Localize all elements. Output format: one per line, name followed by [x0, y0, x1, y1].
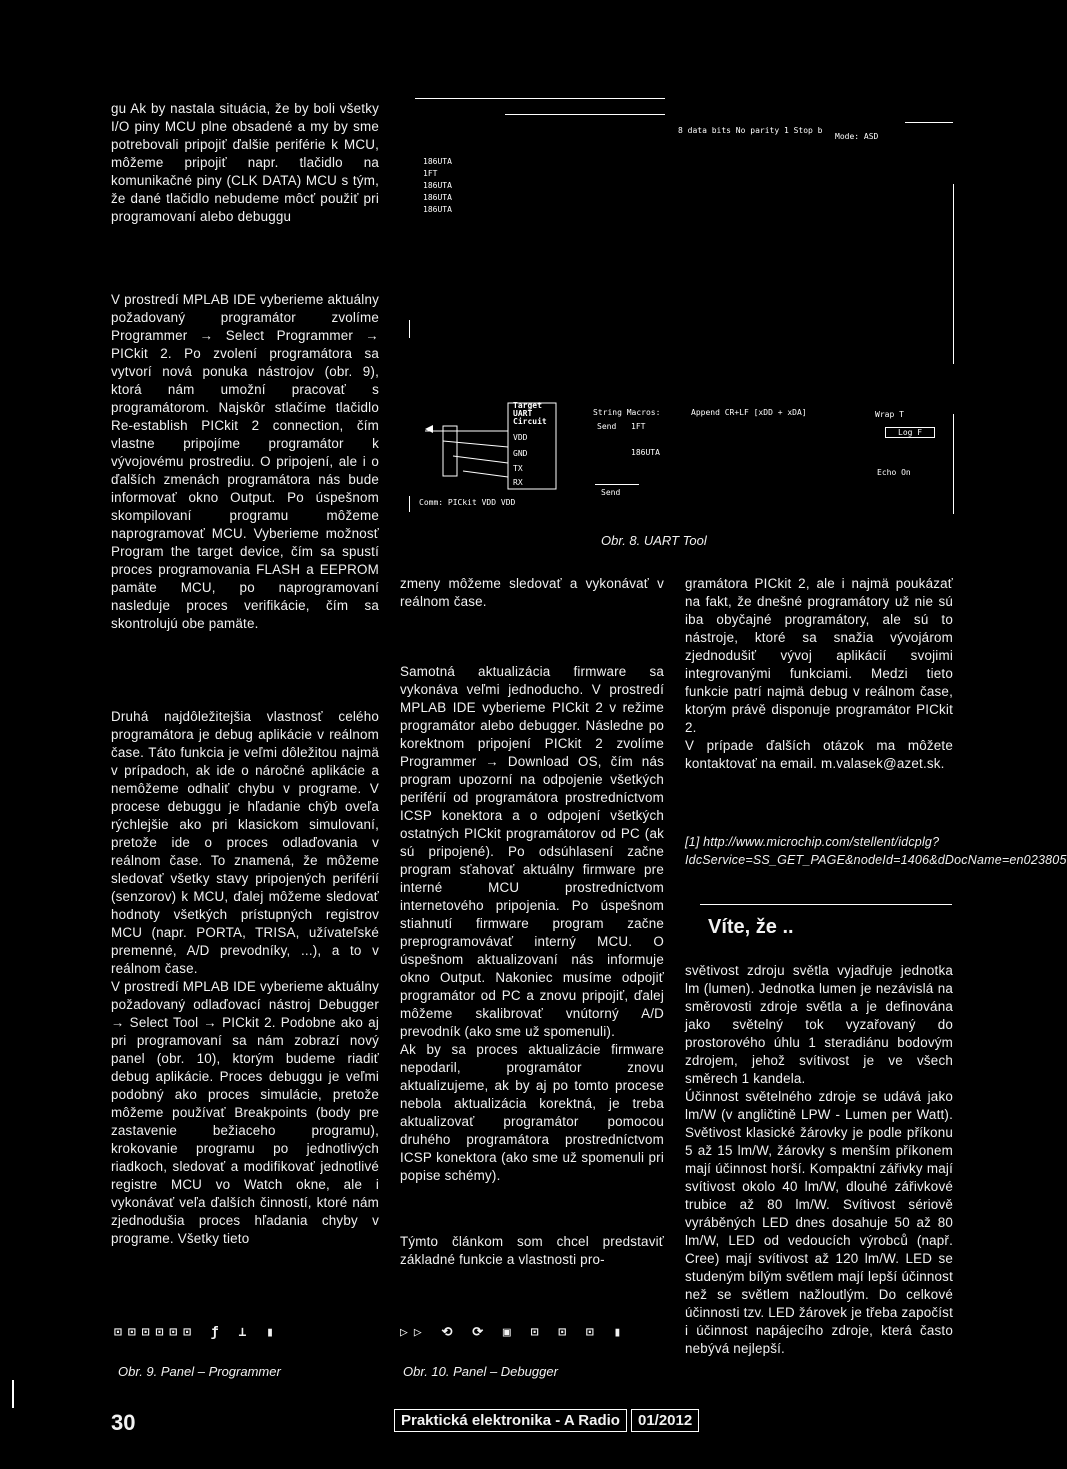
- col2-p2: Samotná aktualizácia firmware sa vykonáva veľmi jednoducho. V prostredí MPLAB IDE vyberieme PICkit 2 v režime programátor alebo debugger. Následne po korektnom pripojení PICkit 2 zvolíme Programmer → Download OS, čím nás program upozorní na odpojenie všetkých periférií od programátora prostredníctvom ICSP konektora a o odpojení všetkých ostatných PICkit programátorov od PC (ak sú pripojené). Po odsúhlasení začne program sťahovať aktuálny firmware pre interné MCU prostredníctvom internetového pripojenia. Po úspešnom stiahnutí firmware program začne preprogramovávať interný MCU. O úspešnom aktualizovaní nás informuje okno Output. Nakoniec musíme odpojiť programátor od PC a znovu pripojiť, ďalej môžeme skalibrovať vnútorný A/D prevodník (ako sme už spomenuli).: [400, 664, 664, 1039]
- fig9-caption: Obr. 9. Panel – Programmer: [118, 1364, 281, 1379]
- rx-line: 186UTA: [423, 205, 452, 214]
- append-crlf-checkbox[interactable]: Append CR+LF [xDD + xDA]: [691, 408, 807, 417]
- uart-rx-lines: [423, 156, 452, 216]
- vite-p1: světivost zdroju světla vyjadřuje jednotka lm (lumen). Jednotka lumen je nezávislá na směrovosti zdroje světla a je definována jako světelný tok vyzařovaný do prostorového úhlu 1 steradiánu bodovým zdrojem, jehož svítivost je ve všech směrech 1 kandela.: [685, 963, 953, 1086]
- vite-ze-heading: Víte, že ..: [708, 916, 794, 938]
- comm-label: Comm: PICkit VDD VDD: [419, 498, 516, 507]
- col1-top-paragraph: [111, 100, 379, 226]
- col1-body: [111, 291, 379, 633]
- target-title: Target UART Circuit: [513, 401, 547, 426]
- uart-settings: 8 data bits No parity 1 Stop b: [678, 126, 823, 135]
- page-number: 30: [111, 1410, 136, 1435]
- issue-number: 01/2012: [631, 1409, 699, 1432]
- pin-vdd: VDD: [513, 433, 528, 442]
- col1-p-debug: Druhá najdôležitejšia vlastnosť celého programátora je debug aplikácie v reálnom čase. Táto funkcia je veľmi dôležitou najmä v prípadoch, ak ide o náročné aplikácie a nemôžeme odhaliť chybu v programe. V procese debuggu je hľadanie chýb oveľa rýchlejšie ako pri klasickom simulovaní, pretože ide o proces odlaďovania v reálnom čase. To znamená, že môžeme sledovať všetky stavy pripojených periférií (senzorov) k MCU, ďalej môžeme sledovať hodnoty všetkých prístupných registrov MCU (napr. PORTA, TRISA, užívateľské premenné, A/D prevodníky, ...), a to v reálnom čase.: [111, 709, 379, 976]
- magazine-title: Praktická elektronika - A Radio: [394, 1409, 627, 1432]
- send-button-1[interactable]: Send: [597, 422, 617, 431]
- col3-reference: [1] http://www.microchip.com/stellent/idcplg?IdcService=SS_GET_PAGE&nodeId=1406&dDocName=en023805: [685, 835, 1067, 867]
- footer-masthead: [394, 1409, 699, 1432]
- send-button-2[interactable]: Send: [601, 488, 621, 497]
- macro-field-2[interactable]: 186UTA: [631, 448, 660, 457]
- fig8-caption: Obr. 8. UART Tool: [601, 533, 707, 548]
- col2-body: [400, 575, 664, 1269]
- macro-field-1[interactable]: 1FT: [631, 422, 646, 431]
- rx-line: 186UTA: [423, 193, 452, 202]
- programmer-toolbar-panel: ⊡⊡⊡⊡⊡⊡ ƒ ⟂ ▮: [114, 1325, 280, 1340]
- fig10-caption: Obr. 10. Panel – Debugger: [403, 1364, 558, 1379]
- col2-p4: Týmto článkom som chcel predstaviť základné funkcie a vlastnosti pro-: [400, 1234, 664, 1267]
- col1-p-mplab1: V prostredí MPLAB IDE vyberieme aktuálny požadovaný programátor zvolíme Programmer → Select Programmer → PICkit 2. Po zvolení programátora sa vytvorí nová ponuka nástrojov (obr. 9), ktorá nám umožní pracovať s programátorom. Najskôr stlačíme tlačidlo Re-establish PICkit 2 connection, čím vlastne pripojíme programátor k vývojovému prostrediu. O pripojení, ale i o ďalších zmenách programátora nás bude informovať okno Output. Po úspešnom skompilovaní programu môžeme naprogramovať MCU. Vyberieme možnosť Program the target device, čím sa spustí proces programovania FLASH a EEPROM pamäte MCU, po naprogramovaní nasleduje proces verifikácie, čím sa skontrolujú obe pamäte.: [111, 292, 379, 631]
- vite-p2: Účinnost světelného zdroje se udává jako lm/W (v angličtině LPW - Lumen per Watt). Světivost klasické žárovky je podle příkonu 5 až 15 lm/W, žárovky s menším příkonem mají účinnost horší. Kompaktní zářivky mají svítivost okolo 40 lm/W, dlouhé zářivkové trubice až 80 lm/W. Svítivost sériově vyráběných LED dnes dosahuje 50 až 80 lm/W, LED od vedoucích výrobců (např. Cree) mají svítivost až 120 lm/W. LED se studeným bílým světlem mají lepší účinnost než se světlem nažloutlým. Do celkové účinnosti tzv. LED žárovek je třeba započíst i účinnost napájecího zdroje, která často nebývá nejlepší.: [685, 1089, 953, 1356]
- col1-p-mplab2: V prostredí MPLAB IDE vyberieme aktuálny požadovaný odlaďovací nástroj Debugger → Select Tool → PICkit 2. Podobne ako aj pri programovaní sa nám zobrazí nový panel (obr. 10), ktorým budeme riadiť debug aplikácie. Proces debuggu je veľmi podobný ako proces simulácie, pretože môžeme používať Breakpoints (body pre zastavenie bežiaceho programu), krokovanie programu po jednotlivých riadkoch, sledovať a modifikovať jednotlivé registre MCU vo Watch okne, ale i vykonávať veľa ďalších činností, ktoré nám zjednodušia proces hľadania chyby v programe. Všetky tieto: [111, 979, 379, 1246]
- pin-gnd: GND: [513, 449, 528, 458]
- col1-p-top: gu Ak by nastala situácia, že by boli všetky I/O piny MCU plne obsadené a my by sme potrebovali pripojiť ďalšie periférie k MCU, môžeme pripojiť napr. tlačidlo na komunikačné piny (CLK DATA) MCU s tým, že dané tlačidlo nebudeme môcť použiť pri programovaní alebo debuggu: [111, 101, 379, 224]
- rx-line: 186UTA: [423, 157, 452, 166]
- col2-p1: zmeny môžeme sledovať a vykonávať v reálnom čase.: [400, 576, 664, 609]
- vite-ze-body: [685, 962, 953, 1358]
- pin-tx: TX: [513, 464, 523, 473]
- string-macros-label: String Macros:: [593, 408, 661, 417]
- col1-body-2: [111, 708, 379, 1248]
- uart-mode: Mode: ASD: [835, 132, 879, 141]
- col3-body: [685, 575, 953, 773]
- col2-p3: Ak by sa proces aktualizácie firmware nepodaril, programátor znovu aktualizujeme, ak by aj po tomto procese nebola aktualizácia korektná, je treba aktualizovať programátor pomocou druhého programátora prostredníctvom ICSP konektora (ako sme už spomenuli pri popise schémy).: [400, 1042, 664, 1183]
- wrap-checkbox[interactable]: Wrap T: [875, 410, 904, 419]
- col3-p2: V prípade ďalších otázok ma môžete kontaktovať na email. m.valasek@azet.sk.: [685, 738, 953, 771]
- pin-rx: RX: [513, 478, 523, 487]
- rx-line: 1FT: [423, 169, 438, 178]
- log-file-button[interactable]: Log F: [885, 427, 935, 438]
- rx-line: 186UTA: [423, 181, 452, 190]
- col3-p1: gramátora PICkit 2, ale i najmä poukázať na fakt, že dnešné programátory už nie sú iba obyčajné programátory, ale sú to nástroje, ktoré sa snažia vývojárom zjednodušiť vývoj aplikácií svojimi integrovanými funkciami. Medzi tieto funkcie patrí najmä debug v reálnom čase, ktorým právě disponuje programátor PICkit 2.: [685, 576, 953, 735]
- echo-on-checkbox[interactable]: Echo On: [877, 468, 911, 477]
- uart-tool-screenshot: [405, 96, 965, 546]
- debugger-toolbar-panel: ▷▷ ⟲ ⟳ ▣ ⊡ ⊡ ⊡ ▮: [400, 1325, 628, 1340]
